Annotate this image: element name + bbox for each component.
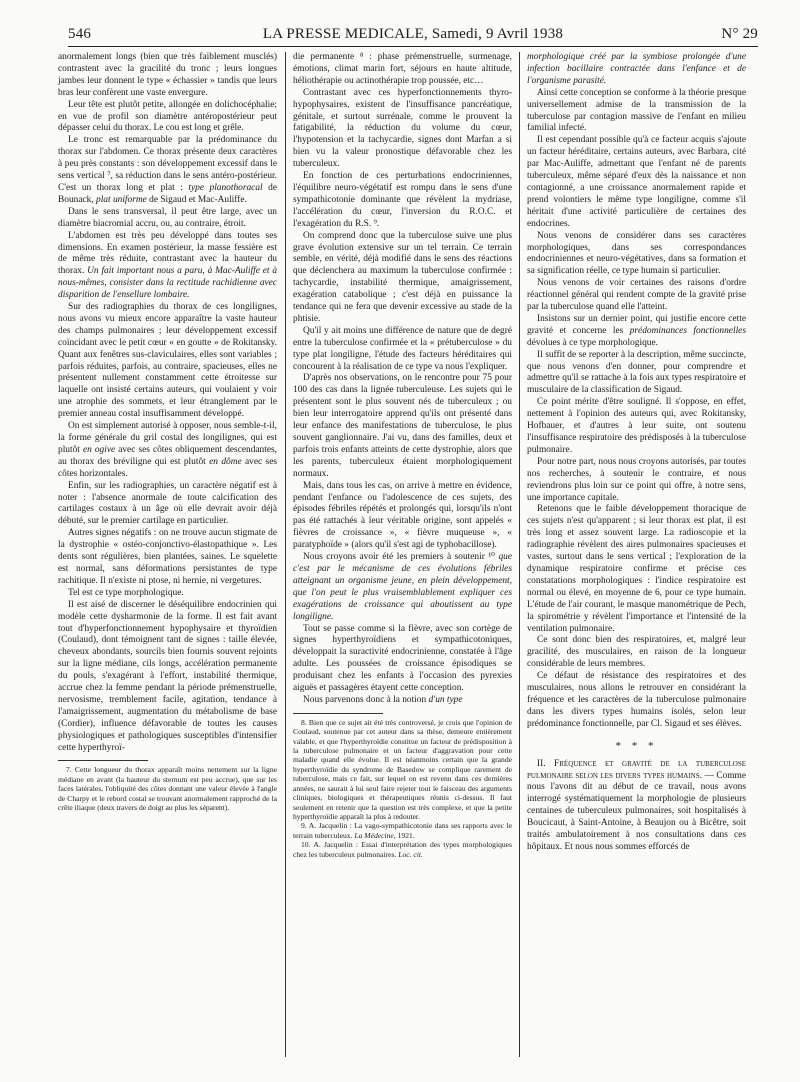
footnote-rule: [293, 713, 383, 714]
footnote-rule: [58, 760, 148, 761]
footnotes: [293, 718, 512, 859]
paragraph: Ce point mérite d'être souligné. Il s'oppose, en effet, nettement à l'opinion des auteurs qui, avec Rokitansky, Hofbauer, et d'autres à leur suite, ont soutenu l'insuffisance respiratoire des prédisposés à la tuberculose pulmonaire.: [527, 397, 746, 455]
column-divider: [519, 52, 520, 1057]
paragraph: Enfin, sur les radiographies, un caractère négatif est à noter : l'absence anormale de toute calcification des cartilages costaux à un âge où elle devrait avoir déjà débuté, sur le premier cartilage en particulier.: [58, 480, 277, 527]
section-separator: * * *: [615, 739, 658, 752]
header-rule: [68, 46, 758, 47]
paragraph: Nous venons de considérer dans ses caractères morphologiques, dans ses correspondances endocriniennes et neuro-végétatives, dans sa formation et sa signification réelle, ce type humain si particulier.: [527, 230, 746, 277]
paragraph: Mais, dans tous les cas, on arrive à mettre en évidence, pendant l'enfance ou l'adolescence de ces sujets, des épisodes fébriles répétés et prolongés qui, lorsqu'ils n'ont pas été rattachés à leur véritable origine, sont appelés « fièvres de croissance », « fièvre muqueuse », « paratyphoïde » (alors qu'il s'est agi de typhobacillose).: [293, 480, 512, 551]
paragraph: On est simplement autorisé à opposer, nous semble-t-il, la forme générale du gril costal des longilignes, qui est plutôt en ogive avec ses côtes obliquement descendantes, au thorax des bréviligne qui est plutôt en dôme avec ses côtes horizontales.: [58, 421, 278, 479]
page-number: 546: [68, 26, 92, 42]
paragraph: Sur des radiographies du thorax de ces longilignes, nous avons vu mieux encore apparaître la vaste hauteur des champs pulmonaires ; leur développement excessif coïncidant avec le petit cœur « en goutte » de Rokitansky. Quant aux fenêtres sus-claviculaires, elles sont variables ; parfois réduites, parfois, au contraire, spacieuses, elles ne présentent nullement constamment cette étroitesse sur laquelle ont insisté certains auteurs, qui voulaient y voir une atrophie des sommets, et leur étranglement par le premier anneau costal insuffisamment développé.: [58, 302, 277, 420]
text-column-3: [527, 52, 746, 854]
paragraph: Ce sont donc bien des respiratoires, et, malgré leur gracilité, des musculaires, en raison de la longueur considérable de leurs membres.: [527, 635, 746, 670]
paragraph: morphologique créé par la symbiose prolongée d'une infection bacillaire contractée dans l'enfance et de l'organisme parasité.: [527, 52, 746, 86]
paragraph: On comprend donc que la tuberculose suive une plus grave évolution extensive sur un tel terrain. Ce terrain semble, en vérité, déjà modifié dans le sens des réactions que déclenchera au maximum la tuberculose confirmée : tachycardie, instabilité thermique, amaigrissement, exagération catabolique ; c'est déjà en puissance la tendance qui ne fera que devenir excessive au stade de la phtisie.: [293, 230, 512, 324]
paragraph: Dans le sens transversal, il peut être large, avec un diamètre biacromial accru, ou, au contraire, étroit.: [58, 206, 277, 229]
journal-title: LA PRESSE MEDICALE, Samedi, 9 Avril 1938: [262, 26, 564, 42]
issue-number: N° 29: [721, 26, 758, 42]
footnote-10: 10. A. Jacquelin : Essai d'interprétation des types morphologiques chez les tuberculeux pulmonaires. Loc. cit.: [293, 840, 512, 859]
paragraph: Pour notre part, nous nous croyons autorisés, par toutes nos recherches, à soutenir le contraire, et nous reviendrons plus loin sur ce point qui offre, à notre sens, une importance capitale.: [527, 456, 746, 503]
paragraph: En fonction de ces perturbations endocriniennes, l'équilibre neuro-végétatif est rompu dans le sens d'une sympathicotonie dominante que révèlent la mydriase, l'accélération du cœur, l'inversion du R.O.C. et l'exagération du R.S. ⁹.: [293, 171, 512, 229]
section-heading: II. Fréquence et gravité de la tuberculose pulmonaire selon les divers types humains. —: [527, 758, 746, 781]
paragraph: Ce défaut de résistance des respiratoires et des musculaires, nous allons le retrouver en considérant la fréquence et les caractères de la tuberculose pulmonaire dans les divers types humains isolés, selon leur prédominance fonctionnelle, par Cl. Sigaud et ses élèves.: [527, 671, 746, 729]
section-paragraph: II. Fréquence et gravité de la tuberculose pulmonaire selon les divers types humains. — Comme nous l'avons dit au début de ce travail, nous avons interrogé systématiquement la morphologie de plusieurs centaines de tuberculeux pulmonaires, soit hospitalisés à Boucicaut, à Saint-Antoine, à Beaujon ou à Bicêtre, soit traités ambulatoirement à nos consultations dans ces hôpitaux. Et nous nous sommes efforcés de: [527, 758, 747, 852]
paragraph: Tel est ce type morphologique.: [68, 587, 184, 598]
text-column-2: [293, 52, 512, 859]
paragraph: Nous venons de voir certaines des raisons d'ordre réactionnel général qui rendent compte de la gravité prise par la tuberculose quand elle l'atteint.: [527, 278, 746, 313]
running-header: [68, 24, 758, 46]
paragraph: D'après nos observations, on le rencontre pour 75 pour 100 des cas dans la lignée tuberculeuse. Les sujets qui le présentent sont le plus souvent nés de tuberculeux ; ou bien leur interrogatoire apprend qu'ils ont présenté dans leur enfance des manifestations de tuberculose, le plus souvent ganglionnaire. J'ai vu, dans des familles, deux et parfois trois enfants atteints de cette dystrophie, alors que les parents, tuberculeux étaient morphologiquement normaux.: [293, 373, 512, 479]
paragraph: Contrastant avec ces hyperfonctionnements thyro-hypophysaires, existent de l'insuffisance pancréatique, génitale, et surtout surrénale, comme le prouvent la fatigabilité, la réduction du volume du cœur, l'hypotension et la tachycardie, signes dont Marfan a si bien vu la valeur pronostique défavorable chez les tuberculeux.: [293, 87, 512, 170]
paragraph: Tout se passe comme si la fièvre, avec son cortège de signes hyperthyroïdiens et sympathicotoniques, développait la suractivité endocrinienne, constatée à l'âge adulte. Les poussées de croissance épisodiques se produisant chez les enfants à l'occasion des pyrexies aiguës et passagères étayent cette conception.: [293, 623, 512, 694]
paragraph: Leur tête est plutôt petite, allongée en dolichocéphalie; en vue de profil son diamètre antéropostérieur peut dépasser celui du thorax. Le cou est long et grêle.: [58, 99, 277, 134]
paragraph: Retenons que le faible développement thoracique de ces sujets n'est qu'apparent ; si leur thorax est plat, il est très long et assez souvent large. La radioscopie et la radiographie révèlent des aires pulmonaires spacieuses et vastes, surtout dans le sens vertical ; l'exploration de la dynamique respiratoire confirme et précise ces constatations morphologiques : l'indice respiratoire est normal ou élevé, en moyenne de 6, pour ce type humain. L'étude de l'air courant, le masque manométrique de Pech, la spirométrie y révèlent l'importance et l'intensité de la ventilation pulmonaire.: [527, 504, 746, 634]
footnotes: [58, 765, 277, 812]
paragraph: Autres signes négatifs : on ne trouve aucun stigmate de la dystrophie « ostéo-conjonctivo-élastopathique ». Les dents sont régulières, bien plantées, saines. Le squelette est normal, sans déformations persistantes de type rachitique. Il n'existe ni ptose, ni hernie, ni vergetures.: [58, 528, 277, 586]
footnote-9: 9. A. Jacquelin : La vago-sympathicotonie dans ses rapports avec le terrain tuberculeux. La Médecine, 1921.: [293, 821, 512, 840]
paragraph: Le tronc est remarquable par la prédominance du thorax sur l'abdomen. Ce thorax présente deux caractères à peu près constants : son développement excessif dans le sens vertical ⁷, sa réduction dans le sens antéro-postérieur. C'est un thorax long et plat : type planothoracal de Bounack, plat uniforme de Sigaud et Mac-Auliffe.: [58, 135, 277, 205]
footnote-8: 8. Bien que ce sujet ait été très controversé, je crois que l'opinion de Coulaud, soutenue par cet auteur dans sa thèse, demeure entièrement valable, et que l'hyperthyroïdie constitue un facteur de prédisposition à la tuberculose pulmonaire et un facteur d'aggravation pour cette maladie quand elle évolue. Il est néanmoins certain que la grande hyperthyroïdie du syndrome de Basedow se complique rarement de tuberculose, mais ce fait, sur lequel on est revenu dans ces dernières années, ne saurait à lui seul faire rejeter tout le faisceau des arguments cliniques, biologiques et thérapeutiques réunis ci-dessus. Il faut seulement en retenir que la question est très complexe, et que la petite hyperthyroïdie apparaît la plus à redouter.: [293, 717, 512, 821]
paragraph: anormalement longs (bien que très faiblement musclés) contrastent avec la gracilité du tronc ; leurs longues jambes leur donnent le type « échassier » tandis que leurs bras leur confèrent une vaste envergure.: [58, 52, 277, 98]
paragraph: die permanente ⁸ : phase prémenstruelle, surmenage, émotions, climat marin fort, séjours en haute altitude, héliothérapie ou actinothérapie trop poussée, etc…: [293, 52, 512, 86]
paragraph: L'abdomen est très peu développé dans toutes ses dimensions. En examen postérieur, la masse fessière est de même très réduite, contrastant avec la hauteur du thorax. Un fait important nous a paru, à Mac-Auliffe et à nous-mêmes, consister dans la rectitude rachidienne avec disparition de l'ensellure lombaire.: [58, 230, 278, 301]
column-divider: [285, 52, 286, 1057]
text-column-1: [58, 52, 277, 813]
paragraph: Ainsi cette conception se conforme à la théorie presque universellement admise de la transmission de la tuberculose par contagion massive de l'enfant en milieu familial infecté.: [527, 87, 746, 134]
footnote-7: 7. Cette longueur du thorax apparaît moins nettement sur la ligne médiane en avant (la hauteur du sternum est peu accrue), que sur les faces latérales, l'obliquité des côtes donnant une valeur élevée à l'angle de Charpy et le rebord costal se trouvant anormalement rapproché de la crête iliaque (deux travers de doigt au plus les séparent).: [58, 765, 277, 813]
paragraph: Nous parvenons donc à la notion d'un type: [303, 694, 463, 705]
paragraph: Il est aisé de discerner le déséquilibre endocrinien qui modèle cette dysharmonie de la forme. Il est fait avant tout d'hyperfonctionnement hypophysaire et thyroïdien (Coulaud), dont témoignent tant de signes : taille élevée, cheveux abondants, sourcils bien fournis souvent rejoints sur la ligne médiane, cils longs, accélération permanente du pouls, s'exagérant à l'effort, instabilité thermique, accrue chez la femme pendant la période prémenstruelle, nervosisme, tremblement facile, agitation, tendance à l'amaigrissement, augmentation du métabolisme de base (Cordier), influence défavorable de toutes les causes physiologiques et pathologiques susceptibles d'intensifier cette hyperthyroï-: [58, 599, 277, 753]
paragraph: Il suffit de se reporter à la description, même succincte, que nous venons d'en donner, pour comprendre et admettre qu'il se rattache à la fois aux types respiratoire et musculaire de la classification de Sigaud.: [527, 349, 746, 396]
paragraph: Il est cependant possible qu'à ce facteur acquis s'ajoute un facteur héréditaire, certains auteurs, avec Barbara, cité par Mac-Auliffe, admettant que l'enfant né de parents tuberculeux, même séparé d'eux dès la naissance et non contagionné, a une croissance anormalement rapide et prend volontiers le même type longiligne, comme s'il héritait d'une activité particulière de certaines des endocrines.: [527, 135, 746, 229]
paragraph: Insistons sur un dernier point, qui justifie encore cette gravité et concerne les prédominances fonctionnelles dévolues à ce type morphologique.: [527, 313, 746, 348]
paragraph: Qu'il y ait moins une différence de nature que de degré entre la tuberculose confirmée et la « prétuberculose » du type plat longiligne, l'étude des facteurs héréditaires qui concourent à la réalisation de ce type va nous l'expliquer.: [293, 325, 512, 372]
paragraph: Nous croyons avoir été les premiers à soutenir ¹⁰ que c'est par le mécanisme de ces évolutions fébriles atteignant un organisme jeune, en plein développement, que l'on peut le plus vraisemblablement expliquer ces exagérations de croissance qui aboutissent au type longiligne.: [293, 552, 512, 622]
